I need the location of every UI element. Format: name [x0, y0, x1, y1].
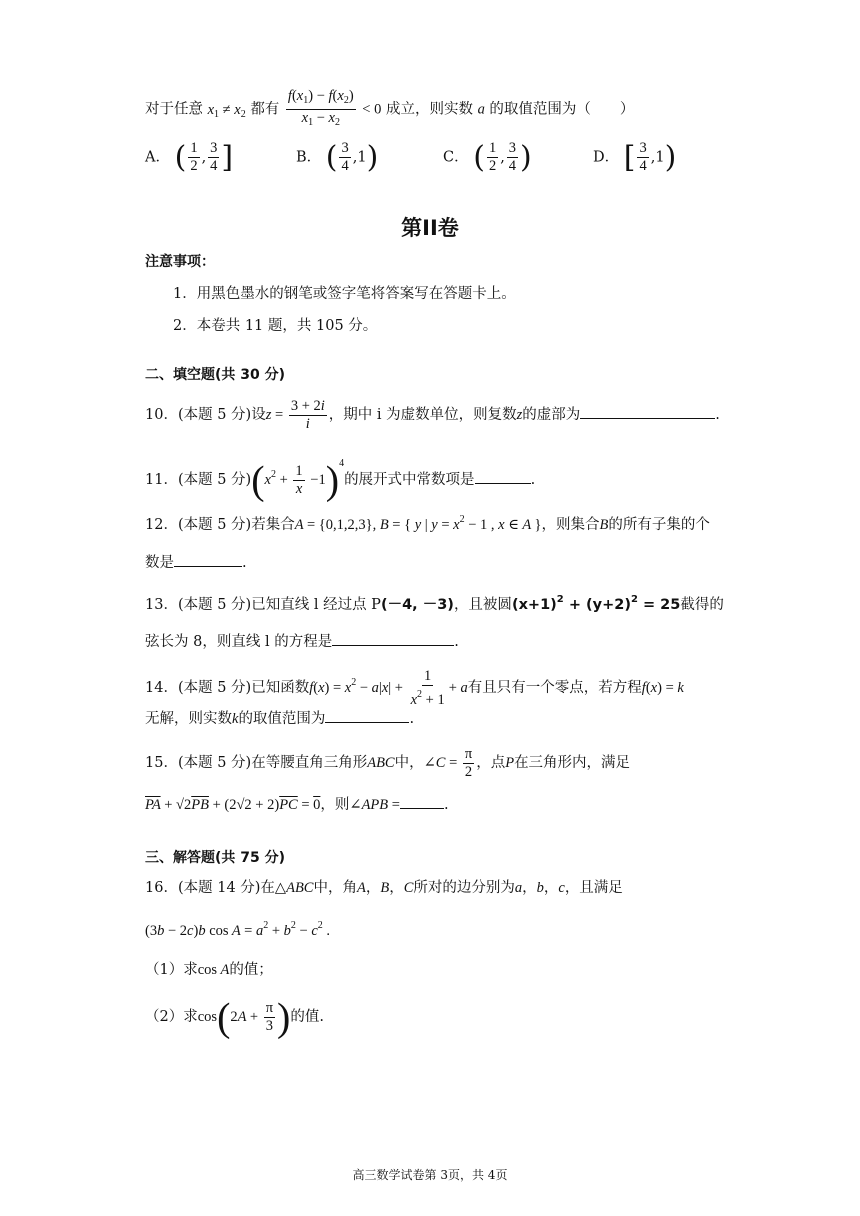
frac-num: 3 — [210, 140, 218, 156]
bracket-open: [ — [623, 140, 636, 175]
question-16-part2 — [145, 994, 324, 1040]
q15-end: . — [443, 797, 449, 813]
q16-equation: (3b − 2c)b $\cos A = a^2 + b^2 - c^2$ . — [145, 920, 330, 939]
q10-prefix: 10．(本题 5 分)设 — [145, 406, 266, 423]
frac-num: 1 — [190, 140, 198, 156]
q15-after: 中， — [394, 754, 424, 771]
q11-text: 的展开式中常数项是 — [344, 472, 475, 488]
answer-blank[interactable] — [325, 708, 409, 723]
q13-mid: ，且被圆 — [453, 597, 512, 613]
q12-formula: A = {0,1,2,3}, B = { y | $y = x^2 - 1$ , x ∈ A } — [294, 514, 542, 533]
question-15-line2: $\overline{PA} + √2\overline{PB} + (2√2 + 2)\overline{PC} = 0$，则∠APB = . — [145, 794, 449, 815]
section-title: 第II卷 — [401, 216, 459, 240]
q13-prefix: 13．(本题 5 分)已知直线 l 经过点 P — [145, 597, 381, 613]
q14-equation: f(x) = k — [641, 679, 684, 696]
q9-option-a[interactable]: A． ( $\frac{1}{2}$ , $\frac{3}{4}$ ] — [145, 140, 234, 175]
q12-text2: 的所有子集的个 — [608, 517, 710, 533]
q9-suffix: 成立，则实数 — [385, 101, 473, 118]
q11-prefix: 11．(本题 5 分) — [145, 472, 252, 488]
part2-heading: 二、填空题(共 30 分) — [145, 367, 286, 383]
q15-after3: 在三角形内，满足 — [514, 754, 631, 771]
answer-blank[interactable] — [400, 794, 444, 809]
q9-prefix: 对于任意 — [145, 101, 203, 118]
q16-line1c: 所对的边分别为 — [413, 880, 515, 896]
option-value: 1 — [357, 149, 367, 166]
q14-function: $f(x) = x^2 - a|x|$ + $\frac{1}{x^2 + 1}$ + a — [309, 668, 468, 708]
q13-line2: 弦长为 8，则直线 l 的方程是 — [145, 634, 333, 650]
q16-sub2: （2）求 — [145, 1008, 198, 1025]
option-value: 1 — [655, 149, 665, 166]
notes-item-1: 1．用黑色墨水的钢笔或签字笔将答案写在答题卡上。 — [173, 286, 516, 302]
q14-end: . — [409, 711, 415, 727]
option-label: C． — [443, 149, 469, 166]
q11-formula: ($x^2$ + $\frac{1}{x}$ −1)$^4$ — [251, 457, 345, 503]
q12-end: . — [242, 555, 247, 571]
q16-sub2b: 的值. — [290, 1008, 324, 1025]
answer-blank[interactable] — [580, 404, 715, 419]
question-16-part1: （1）求cos A的值； — [145, 962, 273, 978]
question-13-line2 — [145, 631, 459, 652]
part3-heading: 三、解答题(共 75 分) — [145, 850, 286, 866]
q9-option-c[interactable]: C． ( $\frac{1}{2}$ , $\frac{3}{4}$ ) — [443, 140, 532, 175]
q9-option-b[interactable]: B． ( $\frac{3}{4}$ ,1) — [296, 140, 379, 175]
q13-point: (－4, －3) — [380, 597, 454, 613]
frac-den: 4 — [210, 158, 218, 174]
question-11 — [145, 454, 536, 503]
question-12-line2 — [145, 552, 247, 573]
q9-suffix2: 的取值范围为（ ） — [489, 101, 635, 118]
frac-den: 4 — [341, 158, 349, 174]
frac-num: 3 — [639, 140, 647, 156]
q15-prefix: 15．(本题 5 分)在等腰直角三角形 — [145, 754, 368, 771]
frac-den: 2 — [488, 158, 497, 174]
q14-line2a: 无解，则实数 — [145, 711, 232, 727]
bracket-open: ( — [325, 140, 338, 175]
bracket-open: ( — [473, 140, 485, 175]
question-12: 12．(本题 5 分)若集合A = {0,1,2,3}, B = { y | $y = x^2 - 1$ , x ∈ A }，则集合B的所有子集的个 — [145, 514, 710, 533]
bracket-close: ) — [664, 140, 677, 175]
option-label: A． — [145, 149, 170, 166]
q16-line1b: 中，角 — [313, 880, 357, 896]
frac-num: 3 — [341, 140, 349, 156]
q16-line1: 16．(本题 14 分)在△ — [145, 880, 287, 896]
frac-num: 1 — [488, 140, 497, 156]
q9-option-d[interactable]: D． [ $\frac{3}{4}$ ,1) — [593, 140, 677, 175]
question-14-line2: 无解，则实数k的取值范围为 . — [145, 708, 414, 729]
q12-prefix: 12．(本题 5 分)若集合 — [145, 517, 295, 533]
q9-var-a: a — [477, 101, 485, 118]
q13-end: . — [454, 634, 459, 650]
frac-num: 3 — [508, 140, 517, 156]
question-16: 16．(本题 14 分)在△ABC中，角A，B，C所对的边分别为a，b，c，且满足 — [145, 880, 623, 896]
frac-den: 4 — [639, 158, 647, 174]
q15-line2b: ，则 — [320, 797, 350, 813]
question-16-equation — [145, 916, 330, 941]
notes-item-2: 2．本卷共 11 题，共 105 分。 — [173, 318, 378, 334]
bracket-close: ) — [520, 140, 532, 175]
q9-x-ne: $x_1 \ne x_2$ — [207, 101, 246, 120]
question-10: 10．(本题 5 分)设z = $\frac{3 + 2i}{i}$ ，期中 i 为虚数单位，则复数z的虚部为 . — [145, 398, 720, 432]
option-label: B． — [296, 149, 322, 166]
question-15: 15．(本题 5 分)在等腰直角三角形ABC中，∠C = $\frac{\pi}{2}$ ，点P在三角形内，满足 — [145, 746, 631, 780]
q10-end: . — [715, 406, 720, 423]
question-14 — [145, 668, 684, 709]
q9-difference-quotient: $\frac{f(x_1) - f(x_2)}{x_1 - x_2}$ — [287, 88, 354, 128]
q12-line2: 数是 — [145, 555, 174, 571]
q15-after2: ，点 — [476, 754, 506, 771]
q15-vector-eq: $\overline{PA} + √2\overline{PB} + (2√2 + 2)\overline{PC} = 0$ — [145, 797, 321, 813]
q15-angle-c: ∠C = $\frac{\pi}{2}$ — [423, 746, 473, 780]
q9-cond-mid: 都有 — [250, 101, 280, 118]
q16-sub1: （1）求 — [145, 962, 198, 978]
q13-after: 截得的 — [680, 597, 724, 613]
q11-end: . — [530, 472, 536, 488]
q14-line2b: 的取值范围为 — [238, 711, 326, 727]
question-13 — [145, 590, 724, 615]
q16-cos-expr: cos(2A + $\frac{\pi}{3}$ ) — [197, 994, 291, 1040]
q9-condition-line: 对于任意 $x_1 \ne x_2$ 都有 $\frac{f(x_1) - f(x_2)}{x_1 - x_2}$ < 0 成立，则实数 a 的取值范围为（ ） — [145, 88, 634, 131]
bracket-open: ( — [174, 140, 187, 175]
frac-den: 2 — [190, 158, 198, 174]
q16-line1d: ，且满足 — [564, 880, 623, 896]
answer-blank[interactable] — [475, 469, 531, 484]
q10-text: ，期中 i 为虚数单位，则复数 — [328, 406, 517, 423]
q10-text2: 的虚部为 — [522, 406, 581, 423]
q13-circle: $(x+1)^2 + (y+2)^2 = 25$ — [511, 594, 681, 613]
q10-formula: z = $\frac{3 + 2i}{i}$ — [265, 398, 325, 432]
option-label: D． — [593, 149, 620, 166]
frac-den: 4 — [508, 158, 517, 174]
page-footer: 高三数学试卷第 3页，共 4页 — [352, 1168, 508, 1182]
bracket-close: ] — [221, 140, 234, 175]
bracket-close: ) — [366, 140, 379, 175]
q14-after: 有且只有一个零点，若方程 — [467, 679, 642, 696]
q16-sub1b: 的值； — [229, 962, 273, 978]
q12-text: ，则集合 — [541, 517, 600, 533]
q14-prefix: 14．(本题 5 分)已知函数 — [145, 679, 310, 696]
answer-blank[interactable] — [174, 552, 242, 567]
notes-heading: 注意事项： — [145, 254, 215, 270]
answer-blank[interactable] — [332, 631, 454, 646]
